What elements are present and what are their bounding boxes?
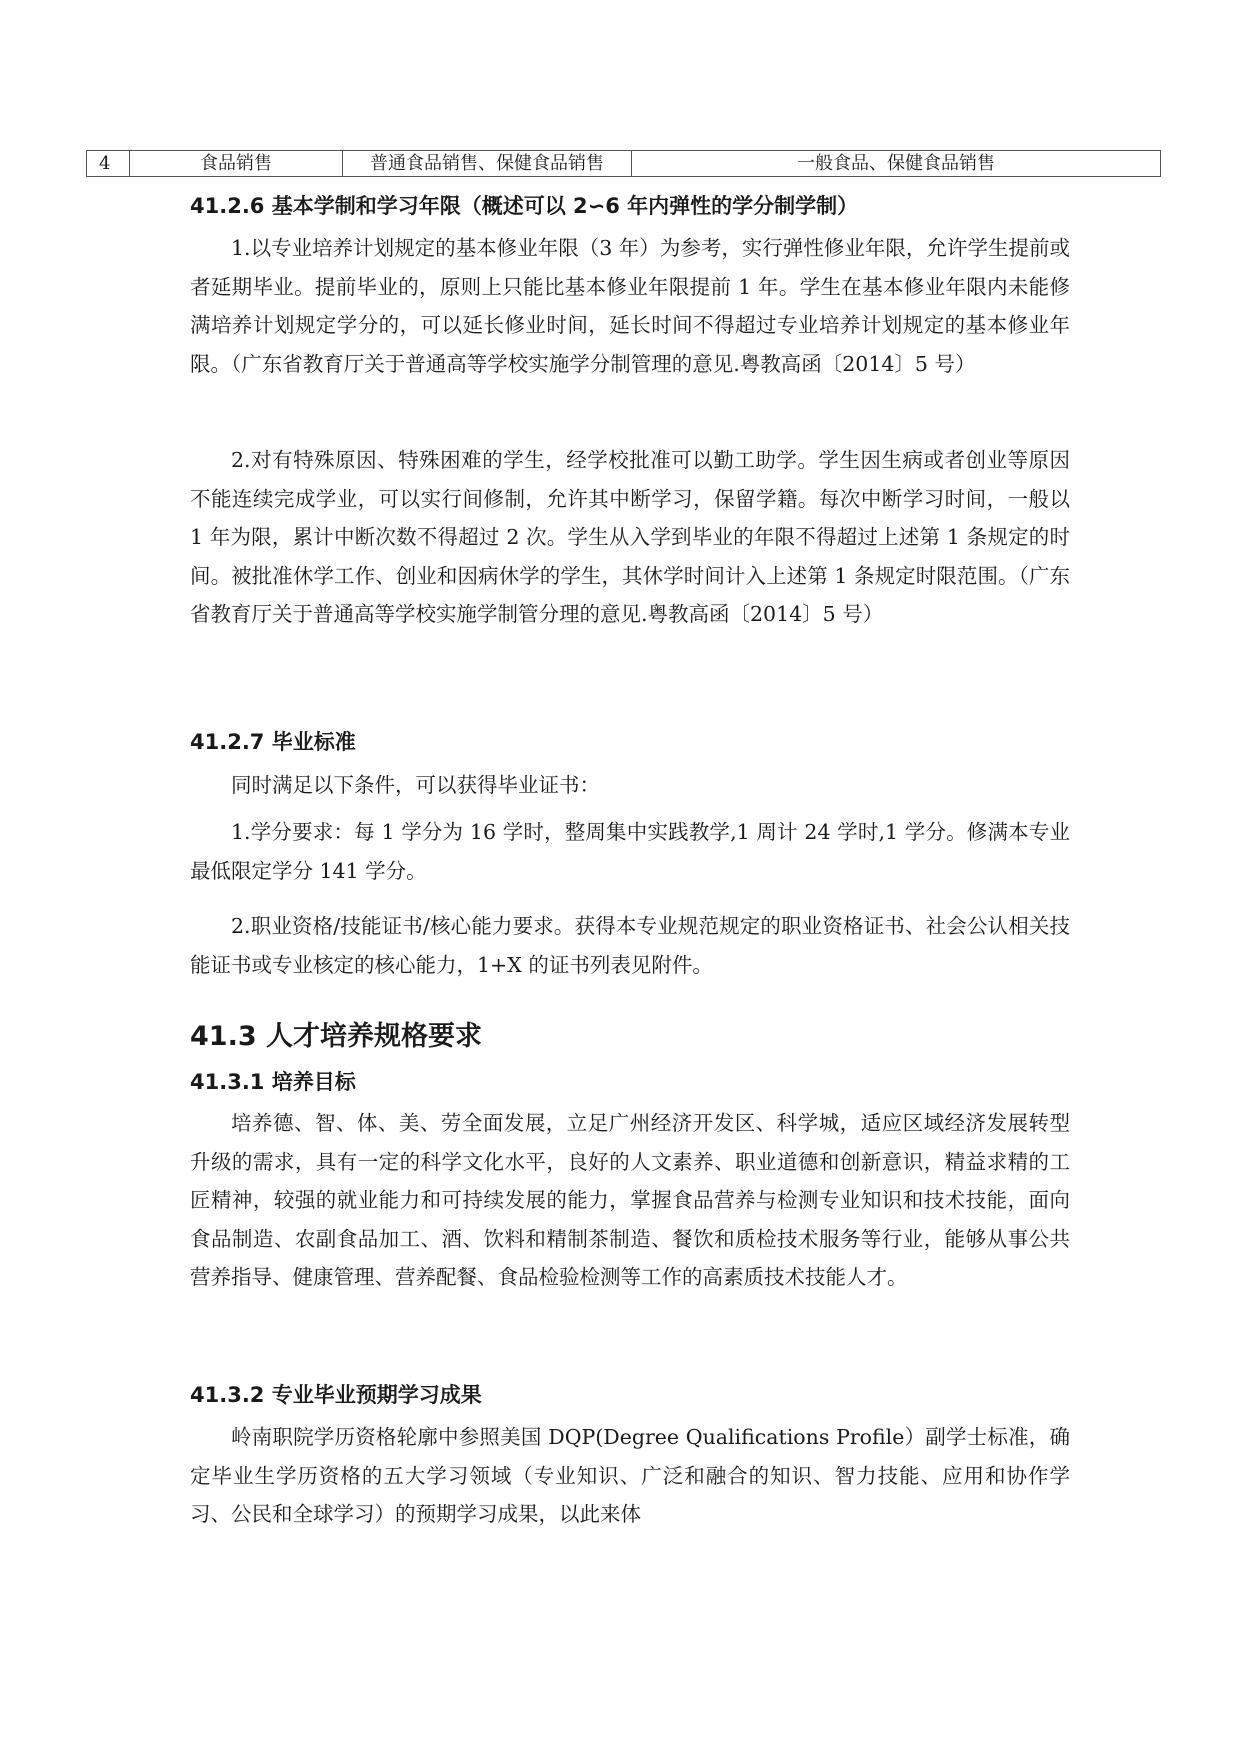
paragraph-4127-2: 2.职业资格/技能证书/核心能力要求。获得本专业规范规定的职业资格证书、社会公认相关技能证书或专业核定的核心能力，1+X 的证书列表见附件。 <box>190 914 1070 977</box>
paragraph-4132-1: 岭南职院学历资格轮廓中参照美国 DQP(Degree Qualifications Profile）副学士标准，确定毕业生学历资格的五大学习领域（专业知识、广泛和融合的知识、智力技能、应用和协作学习、公民和全球学习）的预期学习成果，以此来体 <box>190 1425 1070 1526</box>
section-heading-413: 41.3 人才培养规格要求 <box>190 1021 483 1052</box>
paragraph-4126-1: 1.以专业培养计划规定的基本修业年限（3 年）为参考，实行弹性修业年限，允许学生提前或者延期毕业。提前毕业的，原则上只能比基本修业年限提前 1 年。学生在基本修业年限内未能修满培养计划规定学分的，可以延长修业时间，延长时间不得超过专业培养计划规定的基本修业年限。（广东省教育厅关于普通高等学校实施学分制管理的意见.粤教高函〔2014〕5 号） <box>190 236 1070 376</box>
paragraph-4131-1: 培养德、智、体、美、劳全面发展，立足广州经济开发区、科学城，适应区域经济发展转型升级的需求，具有一定的科学文化水平，良好的人文素养、职业道德和创新意识，精益求精的工匠精神，较强的就业能力和可持续发展的能力，掌握食品营养与检测专业知识和技术技能，面向食品制造、农副食品加工、酒、饮料和精制茶制造、餐饮和质检技术服务等行业，能够从事公共营养指导、健康管理、营养配餐、食品检验检测等工作的高素质技术技能人才。 <box>190 1111 1070 1289</box>
paragraph-4127-1: 1.学分要求：每 1 学分为 16 学时，整周集中实践教学,1 周计 24 学时,1 学分。修满本专业最低限定学分 141 学分。 <box>190 820 1070 883</box>
section-heading-4132: 41.3.2 专业毕业预期学习成果 <box>190 1383 482 1407</box>
table-cell-index: 4 <box>87 151 130 177</box>
section-heading-4126: 41.2.6 基本学制和学习年限（概述可以 2∽6 年内弹性的学分制学制） <box>190 194 859 218</box>
section-heading-4127: 41.2.7 毕业标准 <box>190 730 356 754</box>
course-table-fragment <box>86 150 1161 177</box>
table-cell-content: 一般食品、保健食品销售 <box>632 151 1161 177</box>
paragraph-4126-2: 2.对有特殊原因、特殊困难的学生，经学校批准可以勤工助学。学生因生病或者创业等原因不能连续完成学业，可以实行间修制，允许其中断学习，保留学籍。每次中断学习时间，一般以 1 年为限，累计中断次数不得超过 2 次。学生从入学到毕业的年限不得超过上述第 1 条规定的时间。被批准休学工作、创业和因病休学的学生，其休学时间计入上述第 1 条规定时限范围。（广东省教育厅关于普通高等学校实施学制管分理的意见.粤教高函〔2014〕5 号） <box>190 448 1070 626</box>
table-cell-category: 食品销售 <box>130 151 343 177</box>
table-row <box>87 151 1161 177</box>
section-heading-4131: 41.3.1 培养目标 <box>190 1070 356 1094</box>
table-cell-scope: 普通食品销售、保健食品销售 <box>343 151 632 177</box>
paragraph-4127-0: 同时满足以下条件，可以获得毕业证书： <box>231 773 600 797</box>
